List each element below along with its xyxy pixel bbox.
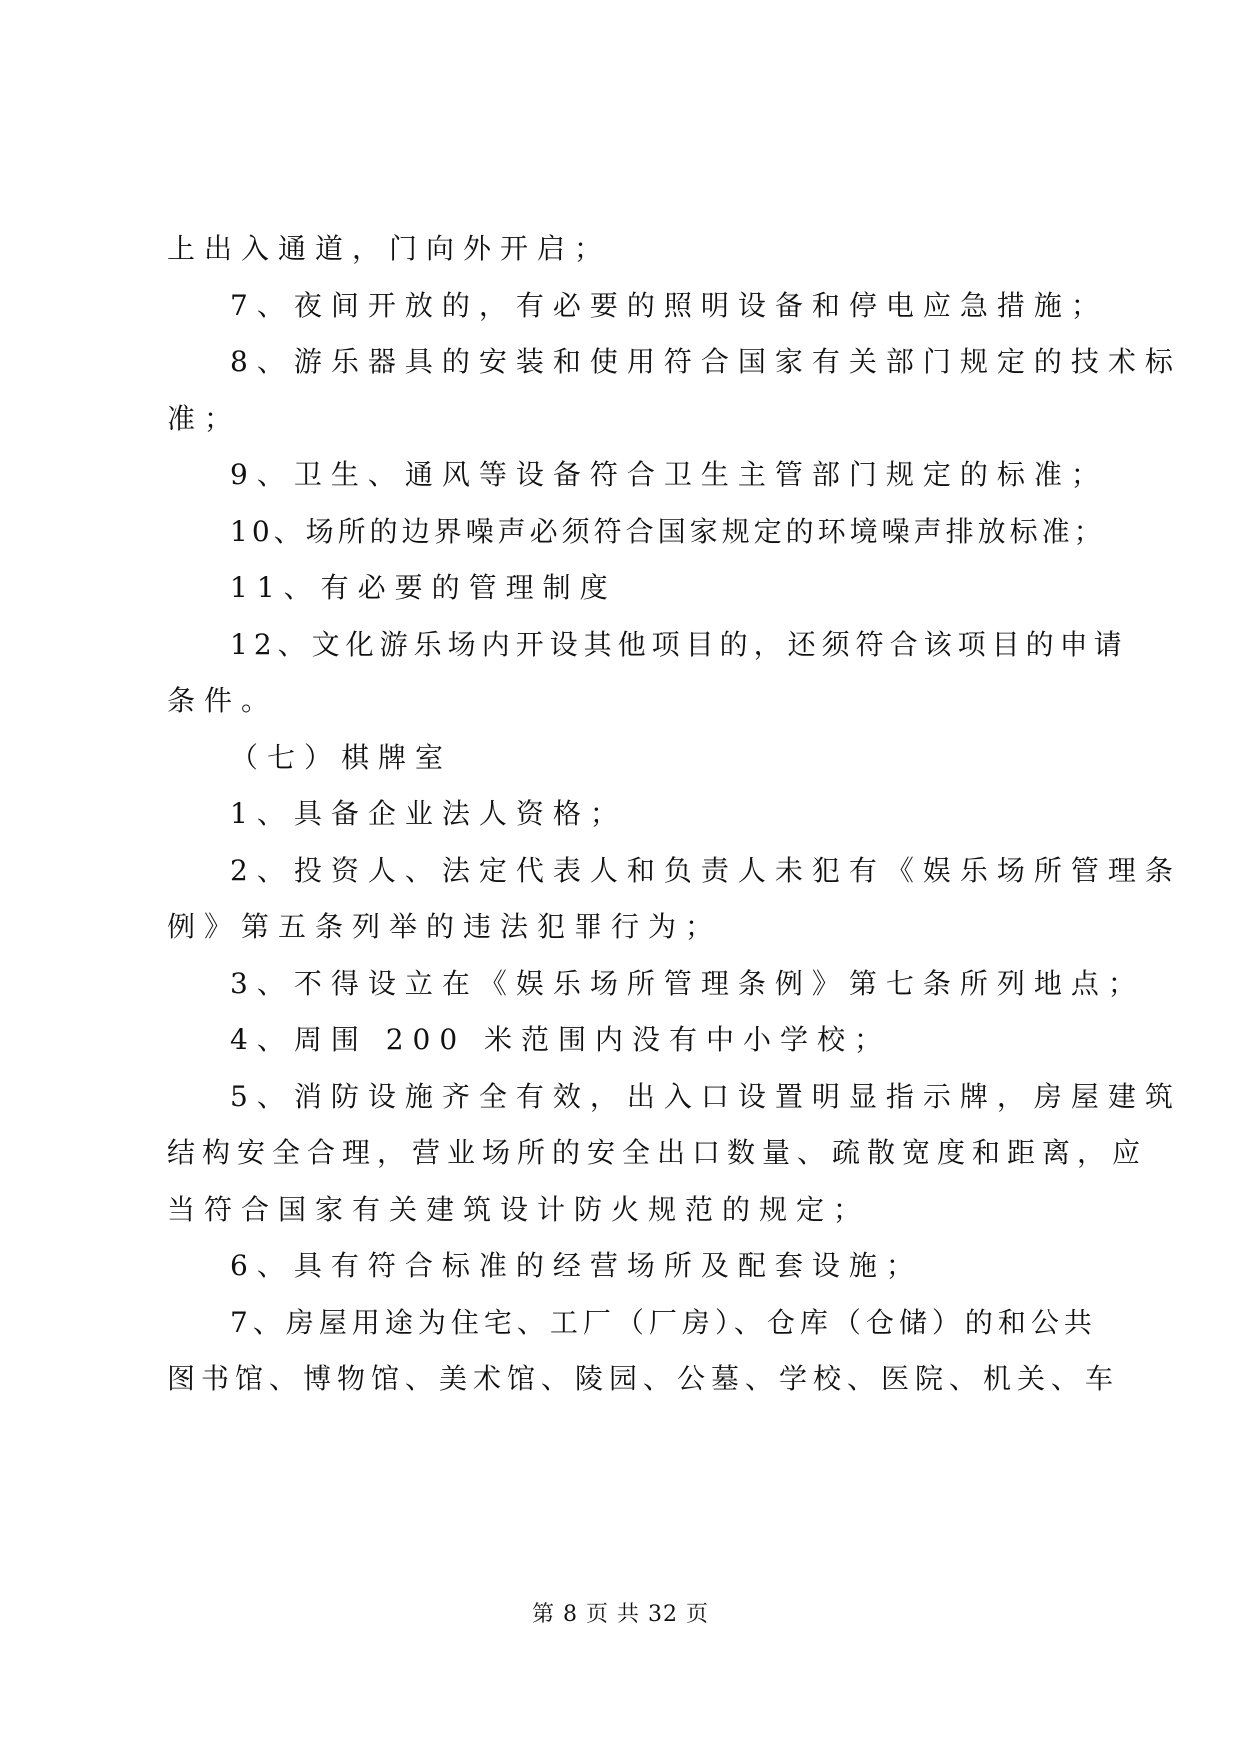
- text-line: 4、周围 200 米范围内没有中小学校；: [230, 1023, 892, 1056]
- text-line: 11、有必要的管理制度: [230, 571, 617, 604]
- text-line: 7、夜间开放的，有必要的照明设备和停电应急措施；: [230, 289, 1108, 322]
- text-line: 上出入通道，门向外开启；: [167, 232, 612, 265]
- text-line: 12、文化游乐场内开设其他项目的，还须符合该项目的申请: [230, 628, 1128, 661]
- text-line: 图书馆、博物馆、美术馆、陵园、公墓、学校、医院、机关、车: [167, 1362, 1120, 1395]
- text-line: 当符合国家有关建筑设计防火规范的规定；: [167, 1193, 871, 1226]
- text-line: 7、房屋用途为住宅、工厂（厂房）、仓库（仓储）的和公共: [230, 1306, 1097, 1339]
- text-line: 9、卫生、通风等设备符合卫生主管部门规定的标准；: [230, 458, 1108, 491]
- text-line: 例》第五条列举的违法犯罪行为；: [167, 910, 723, 943]
- text-line: 准；: [167, 402, 242, 435]
- page-footer: 第 8 页 共 32 页: [532, 1602, 709, 1627]
- text-line: 6、具有符合标准的经营场所及配套设施；: [230, 1249, 923, 1282]
- section-heading: （七）棋牌室: [230, 741, 453, 774]
- text-line: 8、游乐器具的安装和使用符合国家有关部门规定的技术标: [230, 345, 1182, 378]
- text-line: 1、具备企业法人资格；: [230, 797, 627, 830]
- text-line: 2、投资人、法定代表人和负责人未犯有《娱乐场所管理条: [230, 854, 1182, 887]
- text-line: 条件。: [167, 684, 279, 717]
- text-line: 结构安全合理，营业场所的安全出口数量、疏散宽度和距离，应: [167, 1136, 1148, 1169]
- text-line: 3、不得设立在《娱乐场所管理条例》第七条所列地点；: [230, 967, 1145, 1000]
- text-line: 10、场所的边界噪声必须符合国家规定的环境噪声排放标准；: [230, 515, 1106, 548]
- text-line: 5、消防设施齐全有效，出入口设置明显指示牌，房屋建筑: [230, 1080, 1182, 1113]
